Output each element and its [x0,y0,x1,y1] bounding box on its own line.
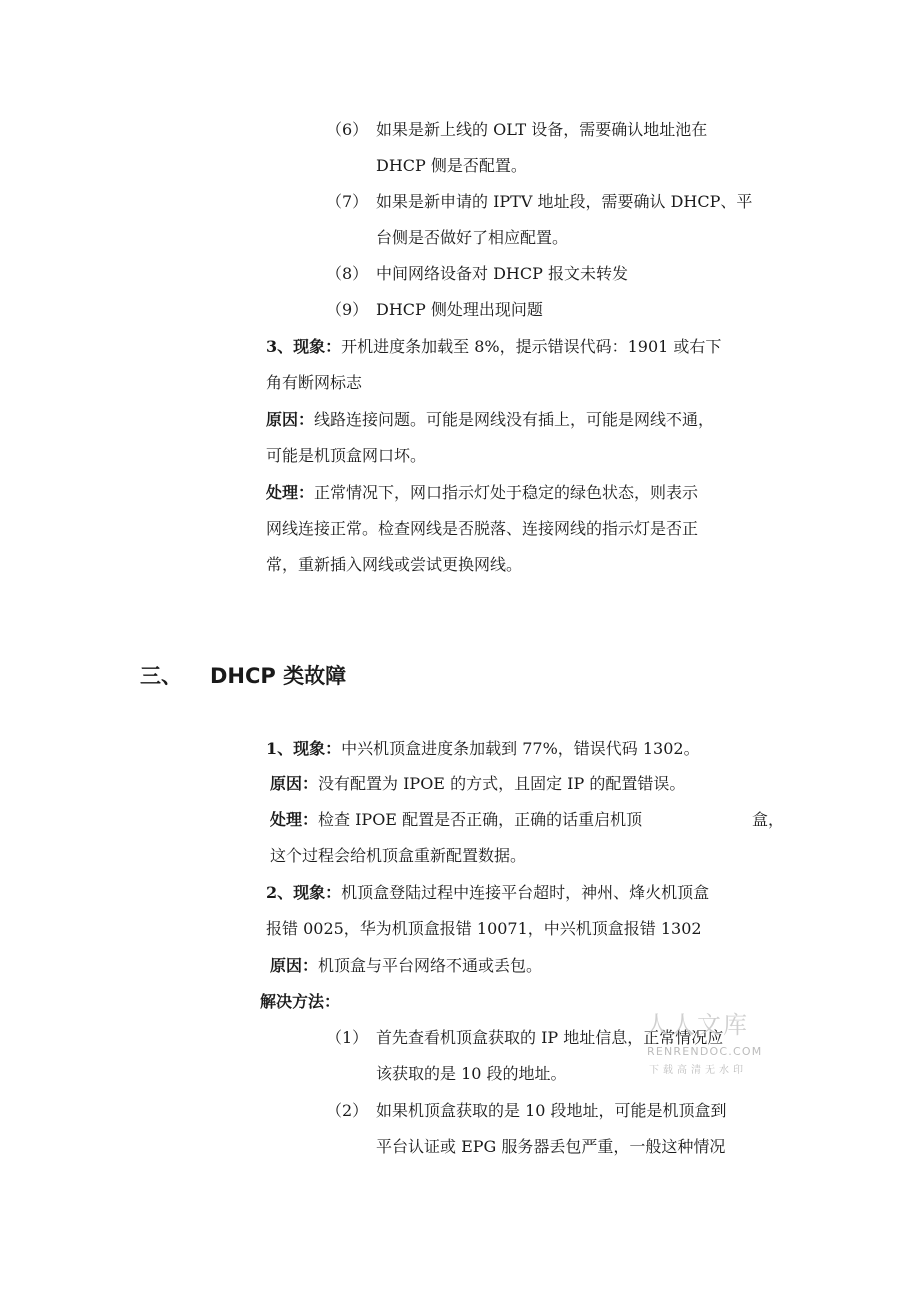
symptom-text: 开机进度条加载至 8%，提示错误代码：1901 或右下 [341,337,722,356]
list-text: DHCP 侧是否配置。 [376,156,527,175]
symptom-text: 报错 0025，华为机顶盒报错 10071，中兴机顶盒报错 1302 [266,919,702,938]
symptom-label: 2、现象： [266,883,342,902]
item3-symptom [266,336,721,358]
symptom-text: 机顶盒登陆过程中连接平台超时，神州、烽火机顶盒 [341,883,710,902]
cause-text: 线路连接问题。可能是网线没有插上，可能是网线不通， [314,410,715,429]
list-number: （2） [326,1101,369,1120]
watermark [645,1005,780,1077]
fix-text: 检查 IPOE 配置是否正确，正确的话重启机顶 [318,810,643,829]
list-text: 平台认证或 EPG 服务器丢包严重，一般这种情况 [376,1137,726,1156]
s1-symptom [266,738,700,760]
symptom-text: 中兴机顶盒进度条加载到 77%，错误代码 1302。 [341,739,700,758]
list-number: （1） [326,1028,369,1047]
item3-fix [266,482,698,504]
watermark-logo: 人人文库 [645,1011,749,1039]
list-text: 该获取的是 10 段的地址。 [376,1064,567,1083]
fix-label: 处理： [270,810,319,829]
list-text: 中间网络设备对 DHCP 报文未转发 [376,264,628,283]
section-number: 三、 [140,664,182,688]
s1-fix [270,809,642,831]
cause-text: 机顶盒与平台网络不通或丢包。 [318,956,543,975]
symptom-label: 3、现象： [266,337,342,356]
fix-text: 常，重新插入网线或尝试更换网线。 [266,555,523,574]
cause-label: 原因： [266,410,315,429]
s1-cause [270,773,685,795]
list-text: 台侧是否做好了相应配置。 [376,228,569,247]
list-text: 如果是新上线的 OLT 设备，需要确认地址池在 [376,120,708,139]
item3-cause [266,409,714,431]
s2-symptom [266,882,709,904]
watermark-site: RENRENDOC.COM [647,1045,763,1058]
list-text: 如果是新申请的 IPTV 地址段，需要确认 DHCP、平 [376,192,753,211]
fix-text-tail: 盒， [752,810,785,829]
list-number: （7） [326,192,369,211]
symptom-text: 角有断网标志 [266,373,363,392]
list-text: 如果机顶盒获取的是 10 段地址，可能是机顶盒到 [376,1101,727,1120]
cause-label: 原因： [270,956,319,975]
watermark-caption: 下载高清无水印 [649,1065,747,1076]
list-text: 首先查看机顶盒获取的 IP 地址信息，正常情况应 [376,1028,724,1047]
list-number: （8） [326,264,369,283]
cause-text: 没有配置为 IPOE 的方式，且固定 IP 的配置错误。 [318,774,686,793]
fix-text: 网线连接正常。检查网线是否脱落、连接网线的指示灯是否正 [266,519,699,538]
list-number: （6） [326,120,369,139]
fix-text: 正常情况下，网口指示灯处于稳定的绿色状态，则表示 [314,483,699,502]
cause-text: 可能是机顶盒网口坏。 [266,446,427,465]
cause-label: 原因： [270,774,319,793]
section-title: DHCP 类故障 [210,664,347,688]
s2-cause [270,955,542,977]
symptom-label: 1、现象： [266,739,342,758]
fix-text: 这个过程会给机顶盒重新配置数据。 [270,846,527,865]
list-number: （9） [326,300,369,319]
fix-label: 处理： [266,483,315,502]
solution-label: 解决方法： [260,992,341,1011]
list-text: DHCP 侧处理出现问题 [376,300,543,319]
